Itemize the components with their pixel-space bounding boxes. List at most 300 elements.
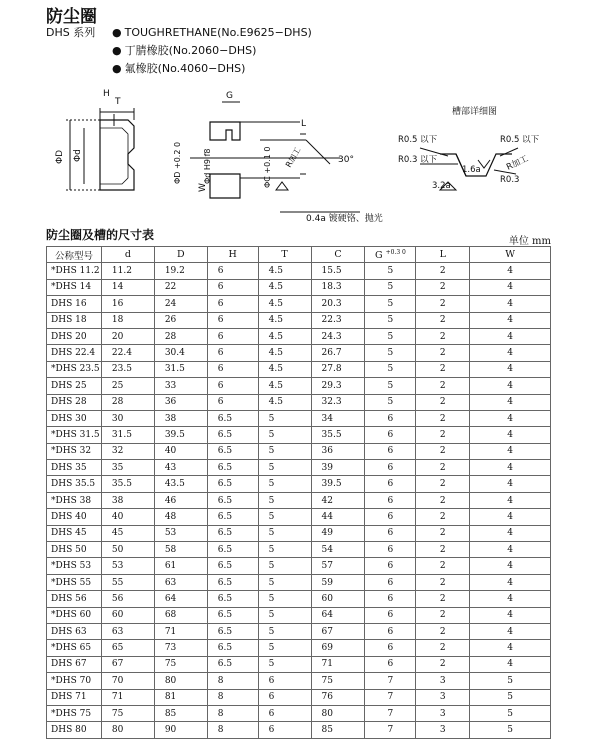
cell-t: 5 <box>258 656 311 672</box>
cell-h: 6.5 <box>207 656 258 672</box>
cell-D: 73 <box>154 640 207 656</box>
col-header-t: T <box>258 247 311 263</box>
label-r03-left: R0.3 以下 <box>398 155 438 165</box>
cell-w: 4 <box>470 328 551 344</box>
cell-d: 23.5 <box>101 361 154 377</box>
table-row <box>47 427 551 443</box>
cell-g: 6 <box>365 607 416 623</box>
cell-l: 2 <box>416 279 470 295</box>
cell-D: 28 <box>154 328 207 344</box>
dim-label-d-tol: ΦD +0.2 0 <box>173 141 182 184</box>
cell-D: 39.5 <box>154 427 207 443</box>
cell-d: 32 <box>101 443 154 459</box>
cell-model: *DHS 23.5 <box>47 361 102 377</box>
cell-model: *DHS 14 <box>47 279 102 295</box>
cell-h: 6 <box>207 394 258 410</box>
cell-w: 4 <box>470 607 551 623</box>
cell-d: 11.2 <box>101 263 154 279</box>
cell-c: 75 <box>311 673 365 689</box>
cell-model: DHS 45 <box>47 525 102 541</box>
cell-D: 53 <box>154 525 207 541</box>
cell-h: 6 <box>207 279 258 295</box>
cell-d: 63 <box>101 623 154 639</box>
cell-D: 75 <box>154 656 207 672</box>
dim-label-d-outer: ΦD <box>55 149 65 164</box>
cell-l: 2 <box>416 312 470 328</box>
cell-g: 6 <box>365 443 416 459</box>
cell-g: 7 <box>365 722 416 738</box>
cell-g: 6 <box>365 623 416 639</box>
cell-model: DHS 28 <box>47 394 102 410</box>
cell-h: 6 <box>207 361 258 377</box>
cell-c: 54 <box>311 542 365 558</box>
cell-g: 6 <box>365 656 416 672</box>
cell-d: 65 <box>101 640 154 656</box>
cell-l: 2 <box>416 492 470 508</box>
col-header-c: C <box>311 247 365 263</box>
cell-w: 4 <box>470 542 551 558</box>
material-item-fkm: ● 氟橡胶(No.4060−DHS) <box>112 60 245 78</box>
cell-g: 6 <box>365 640 416 656</box>
cell-g: 6 <box>365 558 416 574</box>
cell-D: 58 <box>154 542 207 558</box>
cell-w: 4 <box>470 361 551 377</box>
cell-w: 5 <box>470 689 551 705</box>
cell-h: 6 <box>207 312 258 328</box>
cell-l: 2 <box>416 542 470 558</box>
cell-l: 2 <box>416 640 470 656</box>
cell-c: 29.3 <box>311 378 365 394</box>
label-r-machined-detail: R加工 <box>505 153 531 173</box>
cell-model: *DHS 11.2 <box>47 263 102 279</box>
cell-model: *DHS 32 <box>47 443 102 459</box>
cell-g: 6 <box>365 427 416 443</box>
cell-t: 4.5 <box>258 345 311 361</box>
cell-c: 20.3 <box>311 296 365 312</box>
cell-c: 80 <box>311 705 365 721</box>
cell-g: 6 <box>365 525 416 541</box>
cell-t: 4.5 <box>258 378 311 394</box>
cell-D: 81 <box>154 689 207 705</box>
cell-model: DHS 56 <box>47 591 102 607</box>
table-row <box>47 312 551 328</box>
cell-g: 5 <box>365 279 416 295</box>
table-row <box>47 328 551 344</box>
cell-l: 2 <box>416 263 470 279</box>
cell-h: 6 <box>207 263 258 279</box>
cell-D: 19.2 <box>154 263 207 279</box>
cell-D: 40 <box>154 443 207 459</box>
cell-model: *DHS 38 <box>47 492 102 508</box>
cell-t: 5 <box>258 525 311 541</box>
cell-w: 4 <box>470 640 551 656</box>
cell-w: 4 <box>470 525 551 541</box>
cell-c: 18.3 <box>311 279 365 295</box>
cell-l: 2 <box>416 361 470 377</box>
cell-D: 36 <box>154 394 207 410</box>
cell-g: 5 <box>365 312 416 328</box>
dim-label-d-inner: Φd <box>73 149 83 162</box>
cell-g: 7 <box>365 705 416 721</box>
table-row <box>47 525 551 541</box>
cell-g: 5 <box>365 394 416 410</box>
cell-g: 7 <box>365 673 416 689</box>
table-row <box>47 296 551 312</box>
cell-w: 4 <box>470 623 551 639</box>
cell-l: 2 <box>416 460 470 476</box>
label-finish-32a: 3.2a <box>432 181 451 191</box>
table-title: 防尘圈及槽的尺寸表 <box>46 228 155 242</box>
cell-w: 4 <box>470 460 551 476</box>
cell-t: 5 <box>258 607 311 623</box>
table-header-row <box>47 247 551 263</box>
cell-model: *DHS 75 <box>47 705 102 721</box>
cell-c: 85 <box>311 722 365 738</box>
table-row <box>47 689 551 705</box>
cell-h: 6 <box>207 345 258 361</box>
dim-label-t: T <box>115 97 121 107</box>
cell-t: 4.5 <box>258 296 311 312</box>
cell-d: 16 <box>101 296 154 312</box>
cell-g: 6 <box>365 509 416 525</box>
cell-l: 2 <box>416 427 470 443</box>
cell-D: 64 <box>154 591 207 607</box>
cell-c: 34 <box>311 410 365 426</box>
table-row <box>47 574 551 590</box>
cell-h: 6.5 <box>207 525 258 541</box>
cell-model: DHS 30 <box>47 410 102 426</box>
cell-h: 6.5 <box>207 591 258 607</box>
cell-c: 27.8 <box>311 361 365 377</box>
cell-model: DHS 63 <box>47 623 102 639</box>
cell-t: 5 <box>258 509 311 525</box>
cell-h: 6.5 <box>207 427 258 443</box>
cell-c: 26.7 <box>311 345 365 361</box>
cell-model: DHS 80 <box>47 722 102 738</box>
cell-g: 6 <box>365 460 416 476</box>
table-row <box>47 656 551 672</box>
cell-g: 5 <box>365 361 416 377</box>
cell-c: 24.3 <box>311 328 365 344</box>
cell-model: *DHS 53 <box>47 558 102 574</box>
cell-l: 2 <box>416 345 470 361</box>
cell-g: 6 <box>365 574 416 590</box>
cell-t: 5 <box>258 591 311 607</box>
cell-d: 67 <box>101 656 154 672</box>
cell-d: 60 <box>101 607 154 623</box>
cell-h: 6.5 <box>207 574 258 590</box>
cell-D: 38 <box>154 410 207 426</box>
label-finish-16a: 1.6a <box>462 165 481 175</box>
label-surface-finish: 0.4a 镀硬铬、抛光 <box>306 214 383 224</box>
cell-t: 5 <box>258 640 311 656</box>
cell-g: 6 <box>365 410 416 426</box>
cell-w: 4 <box>470 263 551 279</box>
cell-model: DHS 35 <box>47 460 102 476</box>
cell-h: 6.5 <box>207 443 258 459</box>
cell-l: 2 <box>416 394 470 410</box>
cell-c: 42 <box>311 492 365 508</box>
cell-c: 15.5 <box>311 263 365 279</box>
cell-l: 2 <box>416 328 470 344</box>
cell-h: 8 <box>207 689 258 705</box>
cell-w: 4 <box>470 312 551 328</box>
cell-l: 2 <box>416 525 470 541</box>
cell-d: 40 <box>101 509 154 525</box>
cell-c: 76 <box>311 689 365 705</box>
cell-t: 4.5 <box>258 312 311 328</box>
cell-l: 2 <box>416 296 470 312</box>
material-item-nbr: ● 丁腈橡胶(No.2060−DHS) <box>112 42 256 60</box>
cell-d: 31.5 <box>101 427 154 443</box>
groove-installation-drawing <box>190 102 360 212</box>
cell-l: 2 <box>416 378 470 394</box>
label-r05-right: R0.5 以下 <box>500 135 540 145</box>
page-title: 防尘圈 <box>46 7 97 27</box>
cell-w: 5 <box>470 722 551 738</box>
cell-g: 5 <box>365 296 416 312</box>
cell-d: 50 <box>101 542 154 558</box>
cell-d: 28 <box>101 394 154 410</box>
dim-label-h: H <box>103 89 110 99</box>
cell-w: 4 <box>470 656 551 672</box>
material-item-toughrethane: ● TOUGHRETHANE(No.E9625−DHS) <box>112 24 312 42</box>
cell-t: 5 <box>258 410 311 426</box>
cell-c: 39.5 <box>311 476 365 492</box>
cell-w: 4 <box>470 394 551 410</box>
table-row <box>47 378 551 394</box>
technical-drawing <box>0 78 599 228</box>
cell-w: 4 <box>470 296 551 312</box>
cell-h: 6.5 <box>207 492 258 508</box>
cell-D: 80 <box>154 673 207 689</box>
cell-c: 39 <box>311 460 365 476</box>
col-header-h: H <box>207 247 258 263</box>
table-row <box>47 345 551 361</box>
cell-h: 6.5 <box>207 509 258 525</box>
material-row <box>46 24 312 42</box>
cell-t: 6 <box>258 673 311 689</box>
cell-h: 8 <box>207 705 258 721</box>
cell-t: 4.5 <box>258 328 311 344</box>
cell-D: 68 <box>154 607 207 623</box>
cell-w: 4 <box>470 574 551 590</box>
col-header-D: D <box>154 247 207 263</box>
cell-g: 6 <box>365 476 416 492</box>
cell-D: 61 <box>154 558 207 574</box>
material-series <box>46 24 312 78</box>
cell-c: 32.3 <box>311 394 365 410</box>
cell-l: 3 <box>416 689 470 705</box>
cell-w: 4 <box>470 279 551 295</box>
table-row <box>47 558 551 574</box>
cell-w: 4 <box>470 476 551 492</box>
dimension-table <box>46 246 551 739</box>
col-header-g <box>365 247 416 263</box>
cell-d: 20 <box>101 328 154 344</box>
cell-l: 2 <box>416 607 470 623</box>
cell-h: 6.5 <box>207 640 258 656</box>
cell-h: 6 <box>207 296 258 312</box>
cell-c: 60 <box>311 591 365 607</box>
cell-model: *DHS 55 <box>47 574 102 590</box>
cell-d: 80 <box>101 722 154 738</box>
cell-model: DHS 35.5 <box>47 476 102 492</box>
cell-w: 4 <box>470 509 551 525</box>
label-r-machined: R加工 <box>283 145 303 169</box>
cell-t: 6 <box>258 689 311 705</box>
col-header-g-label: G <box>374 249 383 261</box>
table-row <box>47 591 551 607</box>
cell-d: 75 <box>101 705 154 721</box>
cell-c: 22.3 <box>311 312 365 328</box>
cell-l: 2 <box>416 558 470 574</box>
table-row <box>47 443 551 459</box>
label-r05-left: R0.5 以下 <box>398 135 438 145</box>
table-row <box>47 394 551 410</box>
cell-c: 44 <box>311 509 365 525</box>
detail-title: 槽部详细图 <box>452 107 498 117</box>
cell-model: DHS 20 <box>47 328 102 344</box>
cell-d: 25 <box>101 378 154 394</box>
cell-l: 2 <box>416 509 470 525</box>
cell-c: 64 <box>311 607 365 623</box>
table-row <box>47 509 551 525</box>
cell-h: 6.5 <box>207 476 258 492</box>
table-row <box>47 460 551 476</box>
cell-w: 5 <box>470 673 551 689</box>
cell-h: 6.5 <box>207 410 258 426</box>
g-tolerance: +0.3 0 <box>385 248 406 256</box>
table-row <box>47 673 551 689</box>
cell-t: 4.5 <box>258 361 311 377</box>
table-row <box>47 542 551 558</box>
cell-t: 5 <box>258 460 311 476</box>
cell-d: 35.5 <box>101 476 154 492</box>
cell-g: 5 <box>365 378 416 394</box>
cell-model: *DHS 65 <box>47 640 102 656</box>
cell-w: 4 <box>470 443 551 459</box>
cell-h: 6.5 <box>207 542 258 558</box>
cell-D: 24 <box>154 296 207 312</box>
cell-g: 5 <box>365 263 416 279</box>
cell-c: 49 <box>311 525 365 541</box>
table-row <box>47 263 551 279</box>
cell-d: 71 <box>101 689 154 705</box>
cell-w: 4 <box>470 591 551 607</box>
cell-t: 5 <box>258 443 311 459</box>
cell-c: 35.5 <box>311 427 365 443</box>
material-row <box>46 42 257 60</box>
cell-t: 5 <box>258 623 311 639</box>
material-row <box>46 60 246 78</box>
cell-D: 71 <box>154 623 207 639</box>
cell-t: 5 <box>258 574 311 590</box>
cell-d: 55 <box>101 574 154 590</box>
cell-g: 6 <box>365 591 416 607</box>
cell-D: 63 <box>154 574 207 590</box>
cell-c: 36 <box>311 443 365 459</box>
cell-model: DHS 67 <box>47 656 102 672</box>
cell-l: 2 <box>416 574 470 590</box>
cell-w: 4 <box>470 492 551 508</box>
dim-label-w: W <box>198 183 208 192</box>
label-r03-right: R0.3 <box>500 175 520 185</box>
cell-d: 70 <box>101 673 154 689</box>
cell-l: 2 <box>416 476 470 492</box>
cell-g: 5 <box>365 328 416 344</box>
cell-t: 5 <box>258 492 311 508</box>
cell-t: 6 <box>258 705 311 721</box>
cell-h: 6 <box>207 328 258 344</box>
table-row <box>47 705 551 721</box>
table-row <box>47 476 551 492</box>
cell-model: DHS 25 <box>47 378 102 394</box>
cell-d: 38 <box>101 492 154 508</box>
cell-model: DHS 18 <box>47 312 102 328</box>
cell-D: 43 <box>154 460 207 476</box>
table-row <box>47 361 551 377</box>
cell-h: 6.5 <box>207 607 258 623</box>
table-row <box>47 623 551 639</box>
cell-l: 2 <box>416 623 470 639</box>
cell-d: 14 <box>101 279 154 295</box>
dim-label-d-fit: Φd H9 f8 <box>203 148 212 184</box>
cell-t: 6 <box>258 722 311 738</box>
cell-g: 6 <box>365 492 416 508</box>
dim-label-g: G <box>226 91 233 101</box>
label-angle: 30° <box>338 155 354 165</box>
cell-model: *DHS 31.5 <box>47 427 102 443</box>
cell-model: *DHS 60 <box>47 607 102 623</box>
cell-D: 22 <box>154 279 207 295</box>
series-label: DHS 系列 <box>46 26 96 39</box>
cell-c: 71 <box>311 656 365 672</box>
table-row <box>47 492 551 508</box>
table-row <box>47 410 551 426</box>
cell-d: 53 <box>101 558 154 574</box>
cell-d: 18 <box>101 312 154 328</box>
cell-l: 2 <box>416 591 470 607</box>
cell-h: 8 <box>207 722 258 738</box>
cell-c: 67 <box>311 623 365 639</box>
table-row <box>47 640 551 656</box>
cell-model: DHS 40 <box>47 509 102 525</box>
cell-l: 3 <box>416 705 470 721</box>
cell-h: 6.5 <box>207 558 258 574</box>
cell-t: 5 <box>258 542 311 558</box>
cell-h: 6.5 <box>207 460 258 476</box>
cell-l: 2 <box>416 443 470 459</box>
dim-label-l: L <box>301 119 307 129</box>
cell-t: 5 <box>258 427 311 443</box>
cell-D: 26 <box>154 312 207 328</box>
cell-h: 6.5 <box>207 623 258 639</box>
unit-label: 单位 mm <box>508 236 551 247</box>
cell-t: 5 <box>258 476 311 492</box>
cell-g: 5 <box>365 345 416 361</box>
cell-t: 4.5 <box>258 279 311 295</box>
cell-d: 30 <box>101 410 154 426</box>
col-header-model: 公称型号 <box>47 247 102 263</box>
col-header-l: L <box>416 247 470 263</box>
dim-label-c-tol: ΦC +0.1 0 <box>263 146 272 188</box>
cell-c: 59 <box>311 574 365 590</box>
cell-D: 46 <box>154 492 207 508</box>
cell-t: 4.5 <box>258 394 311 410</box>
cell-D: 90 <box>154 722 207 738</box>
cell-d: 22.4 <box>101 345 154 361</box>
